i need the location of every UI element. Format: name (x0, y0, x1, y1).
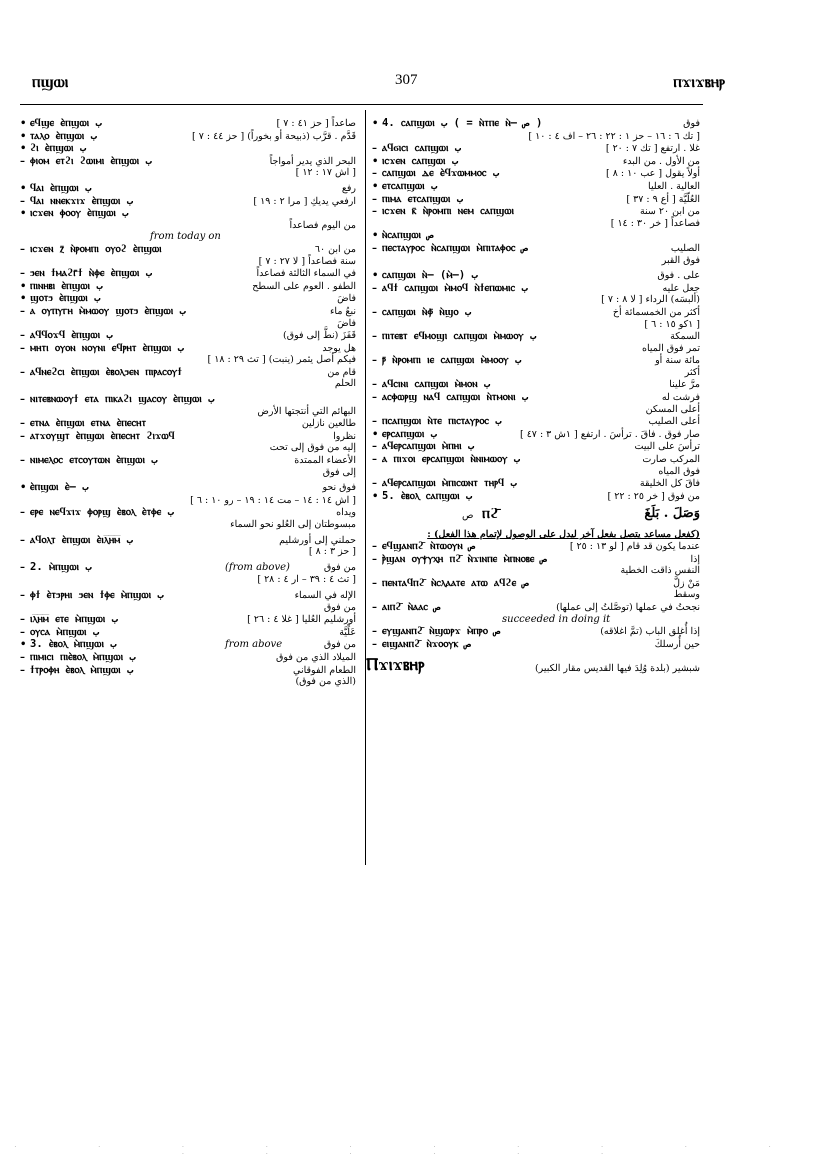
gloss-continuation: [ اش ١٧ : ١٢ ] (295, 167, 356, 179)
coptic-text: ⲟⲩⲥⲁ ⲙ̀ⲡϣⲱⲓ ب (30, 626, 100, 638)
entry-bullet: – (20, 243, 25, 255)
entry (372, 168, 704, 180)
pe-pos: ص (462, 510, 474, 522)
english-gloss: from above (225, 639, 283, 651)
entry (372, 331, 704, 354)
coptic-text: ⲛⲓⲙⲉⲗⲟⲥ ⲉⲧⲥⲟⲩⲧⲱⲛ ⲉ̀ⲡϣⲱⲓ ب (30, 455, 158, 467)
entry (20, 343, 360, 366)
arabic-gloss: في السماء الثالثة فصاعداً (256, 268, 356, 280)
coptic-text: ⲁϥϥⲟϫϥ ⲉ̀ⲡϣⲱⲓ ب (30, 330, 113, 342)
running-head-left: ⲡϣⲱⲓ (32, 72, 69, 91)
gloss-continuation: [ تك ٦ : ١٦ – حز ١ : ٢٢ : ٢٦ – اف ٤ : ١٠ ] (528, 130, 700, 142)
arabic-gloss: الإله في السماء (294, 589, 356, 601)
arabic-gloss: ارفعي يديكِ [ مرا ٢ : ١٩ ] (253, 195, 356, 207)
entry (372, 194, 704, 206)
entry (372, 243, 704, 266)
gloss-continuation: فصاعداً [ خر ٣٠ : ١٤ ] (610, 217, 700, 229)
entry-bullet: – (372, 441, 377, 453)
coptic-text: ⲁⲥⲫⲱⲣϣ ⲛⲁϥ ⲥⲁⲡϣⲱⲓ ⲛ̀ⲧⲙⲟⲛⲓ ب (382, 392, 529, 404)
arabic-gloss: الأعضاء الممتدة (294, 455, 356, 467)
arabic-gloss: عندما يكون قد قام [ لو ١٣ : ٢٥ ] (569, 541, 700, 552)
gloss-continuation: فاضَ (337, 317, 356, 329)
gloss-continuation: تمر فوق المياه (641, 342, 700, 354)
entry (372, 270, 704, 282)
arabic-gloss: إذا أُغلق الباب (تمَّ اغلاقه) (600, 626, 700, 638)
pe-headword (372, 508, 704, 528)
coptic-text: ⲁ ⲡⲓϫⲟⲓ ⲉⲣⲥⲁⲡϣⲱⲓ ⲛ̀ⲛⲓⲙⲱⲟⲩ ب (382, 454, 521, 466)
english-gloss: succeeded in doing it (502, 613, 611, 625)
coptic-text: ϥⲁⲓ ⲉ̀ⲡϣⲱⲓ ب (30, 182, 92, 194)
gloss-continuation: [ اش ١٤ : ١٤ – مت ١٤ : ١٩ – رو ١٠ : ٦ ] (190, 494, 356, 506)
coptic-text: ⲁⲓⲡϩ̄ ⲛ̀ⲁⲁⲥ ص (382, 601, 441, 613)
arabic-gloss: الميلاد الذي من فوق (276, 651, 356, 663)
entry (372, 392, 704, 415)
entry (372, 307, 704, 330)
pe-arabic: وَصَلَ . بَلَغَ (644, 506, 700, 522)
coptic-text: ⲉϥϣⲁⲛⲡϩ̄ ⲛ̀ⲧⲱⲟⲩⲛ ص (382, 541, 476, 552)
coptic-text: ⲉⲧⲛⲁ ⲉ̀ⲡϣⲱⲓ ⲉⲧⲛⲁ ⲉ̀ⲡⲉⲥⲏⲧ (30, 418, 147, 430)
right-column (366, 118, 704, 681)
coptic-text: 4. ⲥⲁⲡϣⲱⲓ ب ( = ⲛ̀ⲧⲡⲉ ⲛ̀– ص ) (382, 118, 543, 129)
arabic-gloss: من الأول . من البدء (622, 155, 700, 167)
arabic-gloss: ويداه (336, 507, 356, 519)
coptic-text: ⲡⲉⲛⲧⲁϥⲡϩ̄ ⲛ̀ⲥⲗⲁⲁⲧⲉ ⲁⲧⲱ ⲁϥϩⲉ ص (382, 577, 529, 589)
entry-bullet: – (20, 614, 25, 626)
coptic-text: ⲛ̀ⲥⲁⲡϣⲱⲓ ص (382, 230, 434, 242)
gloss-continuation: من اليوم فصاعداً (289, 219, 356, 231)
coptic-text: ⲉ̀ⲡϣⲱⲓ ⲉ̀– ب (30, 482, 89, 494)
entry-bullet: – (20, 268, 25, 280)
entry (20, 293, 360, 305)
entry-bullet: – (372, 355, 377, 367)
gloss-continuation: فوق القبر (661, 254, 700, 266)
entry-bullet: • (20, 143, 27, 155)
arabic-gloss: المركب صارت (642, 454, 700, 466)
entry (372, 541, 704, 553)
gloss-continuation: إليه من فوق إلى تحت (269, 442, 356, 454)
coptic-text: ⲉⲣⲥⲁⲡϣⲱⲓ ب (382, 428, 437, 440)
entry (20, 652, 360, 664)
arabic-gloss: من فوق (323, 561, 356, 573)
coptic-text: ⲁϥⲉⲣⲥⲁⲡϣⲱⲓ ⲙ̀ⲡⲏⲓ ب (382, 441, 475, 453)
entry (20, 590, 360, 613)
entry (372, 131, 704, 143)
entry-bullet: – (372, 242, 377, 254)
coptic-text: ϣⲟⲧϧ ⲉ̀ⲡϣⲱⲓ ب (30, 293, 101, 305)
entry-bullet: – (20, 366, 25, 378)
entry (20, 118, 360, 130)
entry-bullet: – (372, 306, 377, 318)
entry-bullet: – (20, 430, 25, 442)
coptic-text: ⲥⲁⲡϣⲱⲓ ⲛ̀ⲫ̄ ⲛ̀ϣⲟ ب (382, 306, 472, 318)
entry (20, 507, 360, 530)
arabic-gloss: قام من (327, 366, 356, 378)
coptic-text: ⲡⲥⲁⲡϣⲱⲓ ⲛ̀ⲧⲉ ⲡⲓⲥⲧⲁⲩⲣⲟⲥ ب (382, 416, 502, 428)
arabic-gloss: البحر الذي يدير أمواجاً (269, 155, 356, 167)
next-headword-coptic: Ⲡϫⲓϫⲃⲏⲣ (366, 655, 425, 676)
coptic-text: ⲓⲥϫⲉⲛ ⲕ̄ ⲛ̀ⲣⲟⲙⲡⲓ ⲛⲉⲙ ⲥⲁⲡϣⲱⲓ (382, 206, 514, 218)
arabic-gloss: من ابن ٦٠ (314, 243, 356, 255)
coptic-text: ⲙⲏⲧⲓ ⲟⲩⲟⲛ ⲛⲟⲩⲛⲓ ⲉϥⲣⲏⲧ ⲉ̀ⲡϣⲱⲓ ب (30, 342, 184, 354)
coptic-text: ⲫⲓⲟⲙ ⲉⲧϩⲓ ϩⲱⲓⲙⲓ ⲉ̀ⲡϣⲱⲓ ب (30, 155, 152, 167)
entry-bullet: – (372, 143, 377, 155)
next-headword (366, 655, 704, 680)
entry-bullet: • (372, 155, 379, 167)
entry-bullet: – (372, 626, 377, 638)
entry (372, 379, 704, 391)
entry-bullet: – (372, 168, 377, 180)
pe-entries (372, 541, 704, 650)
arabic-gloss: أعلى الصليب (648, 416, 700, 428)
right-entries (372, 118, 704, 502)
entry (20, 183, 360, 195)
entry (372, 156, 704, 168)
entry (372, 602, 704, 625)
arabic-gloss: طالعين نازلين (301, 418, 356, 430)
coptic-text: ⲧⲁⲗⲟ ⲉ̀ⲡϣⲱⲓ ب (30, 130, 97, 142)
entry (372, 491, 704, 503)
arabic-gloss: مَنْ زلَّ (673, 577, 700, 589)
entry (20, 535, 360, 558)
coptic-text: ⲉϥϣⲉ ⲉ̀ⲡϣⲱⲓ ب (30, 118, 102, 129)
entry-bullet: – (20, 394, 25, 406)
page-number: 307 (395, 72, 418, 88)
entry-bullet: • (20, 293, 27, 305)
coptic-text: ⲥⲁⲡϣⲱⲓ ⲛ̀– (ⲙ̀–) ب (382, 270, 478, 282)
coptic-text: ⲡⲓⲙⲓⲥⲓ ⲡⲓⲉ̀ⲃⲟⲗ ⲙ̀ⲡϣⲱⲓ ب (30, 651, 136, 663)
arabic-gloss: نجحتُ في عملها (توصَّلتُ إلى عملها) (556, 601, 700, 613)
entry (20, 418, 360, 430)
entry (20, 196, 360, 208)
coptic-text: ⲁϥϭⲓⲥⲓ ⲥⲁⲡϣⲱⲓ ب (382, 143, 462, 155)
pe-note: (كفعل مساعد يتصل بفعل آخر ليدل على الوصول لإتمام هذا الفعل) : (427, 529, 700, 541)
entry-bullet: • (372, 490, 379, 502)
arabic-gloss: مرَّ علينا (669, 379, 700, 391)
next-headword-arabic: شبشير (بلدة وُلِدَ فيها القديس مقار الكبير) (534, 663, 700, 675)
arabic-gloss: هل يوجد (322, 342, 356, 354)
entry (372, 283, 704, 306)
entry (20, 665, 360, 688)
coptic-text: 2. ⲙ̀ⲡϣⲱⲓ ب (30, 561, 92, 573)
gloss-continuation: مبسوطتان إلى العُلو نحو السماء (230, 519, 356, 530)
entry-bullet: – (20, 342, 25, 354)
arabic-gloss: نظروا (333, 430, 356, 442)
entry (20, 143, 360, 155)
coptic-text: ⲁϥⲥⲓⲛⲓ ⲥⲁⲡϣⲱⲓ ⲙ̀ⲙⲟⲛ ب (382, 379, 491, 391)
arabic-gloss: حملني إلى أورشليم (279, 534, 356, 546)
arabic-gloss: الطفو . العوم على السطح (252, 280, 356, 292)
entry-bullet: – (20, 195, 25, 207)
gloss-continuation: (ألبسَه) الرداء [ لا ٨ : ٧ ] (601, 294, 700, 306)
coptic-text: ⲡⲉⲥⲧⲁⲩⲣⲟⲥ ⲛ̀ⲥⲁⲡϣⲱⲓ ⲙ̀ⲡⲓⲧⲁⲫⲟⲥ ص (382, 242, 529, 254)
entry (372, 639, 704, 651)
entry (372, 416, 704, 428)
entry (20, 562, 360, 574)
arabic-gloss: فاقَ كل الخليقة (639, 478, 700, 490)
arabic-gloss: قَفَزَ (نطَّ إلى فوق) (283, 330, 356, 342)
entry (20, 639, 360, 651)
entry (372, 206, 704, 229)
coptic-text: ⲉⲧⲥⲁⲡϣⲱⲓ ب (382, 180, 438, 192)
entry-bullet: – (372, 416, 377, 428)
gloss-continuation: إلى فوق (322, 466, 356, 478)
pe-coptic: ⲡϩ̄ (482, 508, 499, 520)
entry (372, 626, 704, 638)
coptic-text: ⲡⲓⲧⲉⲃⲧ ⲉϥⲙⲟϣⲓ ⲥⲁⲡϣⲱⲓ ⲙ̀ⲙⲱⲟⲩ ب (382, 331, 537, 343)
entry (372, 118, 704, 130)
entry (20, 330, 360, 342)
arabic-gloss: العُلّيَّة [ أع ٩ : ٣٧ ] (626, 193, 700, 205)
arabic-gloss: غلا . ارتفع [ تك ٧ : ٢٠ ] (605, 143, 700, 155)
coptic-text: ⲡⲓⲛⲏⲃⲓ ⲉ̀ⲡϣⲱⲓ ب (30, 280, 103, 292)
entry-bullet: – (20, 664, 25, 676)
entry-bullet: – (372, 379, 377, 391)
entry (20, 455, 360, 478)
entry (372, 554, 704, 577)
entry-bullet: – (372, 541, 377, 552)
entry-bullet: – (20, 155, 25, 167)
entry (372, 355, 704, 378)
entry-bullet: – (20, 561, 25, 573)
arabic-gloss: حين أُرسلكَ (654, 638, 700, 650)
coptic-text: ⲁ ⲟⲩⲡⲩⲅⲏ ⲙ̀ⲙⲱⲟⲩ ϣⲟⲧϧ ⲉ̀ⲡϣⲱⲓ ب (30, 305, 186, 317)
arabic-gloss: مائة سنة أو (655, 355, 700, 367)
entry-bullet: – (372, 638, 377, 650)
gloss-continuation: [ حز ٣ : ٨ ] (308, 546, 356, 558)
gloss-continuation: من فوق (323, 601, 356, 613)
coptic-text: ϩⲓ ⲉ̀ⲡϣⲱⲓ ب (30, 143, 87, 155)
arabic-gloss: إذا (690, 553, 700, 565)
arabic-gloss: نبعُ ماء (329, 305, 356, 317)
coptic-text: ⲉⲓϣⲁⲛⲡϩ̄ ⲛ̀ϫⲟⲟⲩⲕ ص (382, 638, 472, 650)
entry (20, 627, 360, 639)
entry-bullet: • (372, 428, 379, 440)
arabic-gloss: رفع (341, 182, 356, 194)
entry (372, 441, 704, 453)
entry-bullet: – (372, 577, 377, 589)
entry-bullet: – (20, 534, 25, 546)
entry-bullet: – (372, 478, 377, 490)
entry-bullet: • (20, 280, 27, 292)
entry-bullet: – (372, 454, 377, 466)
arabic-gloss: على . فوق (657, 270, 700, 282)
coptic-text: 3. ⲉ̀ⲃⲟⲗ ⲙ̀ⲡϣⲱⲓ ب (30, 639, 117, 651)
arabic-gloss: فرشت له (661, 392, 700, 404)
entry (372, 454, 704, 477)
entry-bullet: – (372, 392, 377, 404)
coptic-text: ⲓⲗ̅ⲏ̅ⲙ̅ ⲉⲧⲉ ⲙ̀ⲡϣⲱⲓ ب (30, 614, 118, 626)
coptic-text: ϯⲧⲣⲟⲫⲏ ⲉ̀ⲃⲟⲗ ⲙ̀ⲡϣⲱⲓ ب (30, 664, 134, 676)
entry (20, 268, 360, 280)
arabic-gloss: قَدَّم . قرَّب (ذبيحة أو بخوراً) [ حز ٤٤ : ٧ ] (192, 130, 356, 142)
coptic-text: 5. ⲉ̀ⲃⲟⲗ ⲥⲁⲡϣⲱⲓ ب (382, 490, 473, 502)
running-head-right: ⲡϫⲓϫⲃⲏⲣ (673, 72, 725, 91)
gloss-continuation: أعلى المسكن (645, 403, 700, 415)
entry-bullet: – (20, 418, 25, 430)
arabic-gloss: ترأسَ على البيت (634, 441, 700, 453)
entry-bullet: – (20, 589, 25, 601)
entry (20, 156, 360, 179)
coptic-text: ⲫϯ ⲉ̀ⲧϧⲣⲏⲓ ϧⲉⲛ ϯⲫⲉ ⲙ̀ⲡϣⲱⲓ ب (30, 589, 164, 601)
entry-bullet: – (372, 193, 377, 205)
english-gloss: (from above) (225, 561, 290, 573)
header-rule (20, 104, 703, 105)
arabic-gloss: عَلِّيَّة (339, 626, 356, 638)
arabic-gloss: أكثر من الخمسمائة أخ (612, 306, 700, 318)
left-column (20, 118, 360, 689)
entry-bullet: • (20, 182, 27, 194)
entry (372, 429, 704, 441)
entry (20, 367, 360, 390)
arabic-gloss: فوق نحو (322, 482, 356, 494)
entry (20, 482, 360, 494)
arabic-gloss: من ابن ٢٠ سنة (639, 206, 700, 218)
entry-bullet: – (20, 305, 25, 317)
entry (20, 131, 360, 143)
gloss-continuation: البهائم التي أنتجتها الأرض (257, 405, 356, 417)
entry (372, 230, 704, 242)
arabic-gloss: فوق (683, 118, 700, 129)
entry-bullet: • (372, 230, 379, 242)
entry-bullet: – (372, 553, 377, 565)
entry-bullet: – (372, 331, 377, 343)
gloss-continuation: وسقط (673, 589, 700, 601)
entry-bullet: – (20, 455, 25, 467)
gloss-continuation: أكثر (684, 366, 700, 378)
coptic-text: ⲥⲁⲡϣⲱⲓ ⲇⲉ ⲉ̀ϥϫⲱⲙⲙⲟⲥ ب (382, 168, 500, 180)
entry-bullet: • (372, 118, 379, 129)
entry (20, 306, 360, 329)
coptic-text: ⲁϥⲛⲉϩⲥⲓ ⲉ̀ⲡϣⲱⲓ ⲉ̀ⲃⲟⲗϧⲉⲛ ⲡⲓⲣⲁⲥⲟⲩϯ (30, 366, 182, 378)
entry-bullet: – (20, 651, 25, 663)
gloss-continuation: النفس ذاقت الخطية (620, 565, 700, 577)
entry-bullet: – (372, 282, 377, 294)
coptic-text: ⲛⲓⲧⲉⲃⲛⲱⲟⲩϯ ⲉⲧⲁ ⲡⲓⲕⲁϩⲓ ϣⲁⲥⲟⲩ ⲉ̀ⲡϣⲱⲓ ب (30, 394, 215, 406)
gloss-continuation: الحلم (334, 378, 356, 390)
entry-bullet: • (20, 639, 27, 651)
entry (20, 208, 360, 243)
coptic-text: ⲓⲥϫⲉⲛ ⲥⲁⲡϣⲱⲓ ب (382, 155, 459, 167)
entry (372, 181, 704, 193)
entry (20, 394, 360, 417)
arabic-gloss: فاضَ (337, 293, 356, 305)
entry-bullet: • (372, 270, 379, 282)
coptic-text: ⲁϥϯ ⲥⲁⲡϣⲱⲓ ⲙ̀ⲙⲟϥ ⲛ̀ϯⲉⲡⲱⲙⲓⲥ ب (382, 282, 528, 294)
arabic-gloss: العالية . العليا (648, 180, 700, 192)
coptic-text: ϧⲉⲛ ϯⲙⲁϩⲅ̄ϯ ⲛ̀ⲫⲉ ⲉ̀ⲡϣⲱⲓ ب (30, 268, 153, 280)
entry (372, 478, 704, 490)
coptic-text: ⲣ̀ϣⲁⲛ ⲟⲩⲯⲩⲭⲏ ⲡϩ̄ ⲛ̀ϫⲓⲛⲡⲉ ⲙ̀ⲡⲛⲟⲃⲉ ص (382, 553, 548, 565)
gloss-continuation: فيكم أصل يثمر (ينبت) [ تث ٢٩ : ١٨ ] (207, 354, 356, 366)
arabic-gloss: الطعام الفوقاني (293, 664, 356, 676)
entry (20, 244, 360, 267)
entry-bullet: – (372, 206, 377, 218)
coptic-text: ⲁϥⲉⲣⲥⲁⲡϣⲱⲓ ⲙ̀ⲡⲓⲥⲱⲛⲧ ⲧⲏⲣϥ ب (382, 478, 517, 490)
coptic-text: ⲉⲩϣⲁⲛⲡϩ̄ ⲛ̀ϣⲱⲣϫ ⲙ̀ⲡⲣⲟ ص (382, 626, 501, 638)
entry-bullet: • (20, 130, 27, 142)
gloss-continuation: [ ١كو ١٥ : ٦ ] (644, 318, 700, 330)
entry-bullet: – (20, 626, 25, 638)
column-separator (365, 110, 366, 865)
arabic-gloss: صاعداً [ حز ٤١ : ٧ ] (276, 118, 356, 129)
arabic-gloss: أورشليم العُليا [ غلا ٤ : ٢٦ ] (247, 614, 356, 626)
entry-bullet: – (20, 507, 25, 519)
arabic-gloss: صار فوق . فاقَ . ترأسَ . ارتفع [ ١ش ٣ : ٤٧ ] (519, 428, 700, 440)
gloss-continuation: [ تث ٤ : ٣٩ – ار ٤ : ٢٨ ] (257, 574, 356, 586)
entry (20, 574, 360, 586)
coptic-text: ⲡⲓⲙⲁ ⲉⲧⲥⲁⲡϣⲱⲓ ب (382, 193, 464, 205)
coptic-text: ⲓⲥϫⲉⲛ ⲫⲟⲟⲩ ⲉ̀ⲡϣⲱⲓ ب (30, 208, 129, 220)
arabic-gloss: السمكة (670, 331, 700, 343)
coptic-text: ⲁⲧϫⲟⲩϣⲧ ⲉ̀ⲡϣⲱⲓ ⲉ̀ⲡⲉⲥⲏⲧ ϩⲓϫⲱϥ (30, 430, 175, 442)
gloss-continuation: (الذي من فوق) (295, 676, 356, 688)
gloss-continuation: سنة فصاعداً [ لا ٢٧ : ٧ ] (258, 255, 356, 267)
gloss-continuation: فوق المياه (658, 465, 700, 477)
english-gloss: from today on (150, 231, 221, 243)
coptic-text: ϥⲁⲓ ⲛⲛⲉⲕϫⲓϫ ⲉ̀ⲡϣⲱⲓ ب (30, 195, 134, 207)
entry-bullet: • (20, 118, 27, 129)
coptic-text: ⲣ̄ ⲛ̀ⲣⲟⲙⲡⲓ ⲓⲉ ⲥⲁⲡϣⲱⲓ ⲙ̀ⲙⲟⲟⲩ ب (382, 355, 522, 367)
entry-bullet: • (20, 208, 27, 220)
footer-ticks: · · · · · · · · · · · · · · · · (14, 1144, 811, 1158)
entry-bullet: – (20, 330, 25, 342)
entry (20, 281, 360, 293)
entry-bullet: – (372, 601, 377, 613)
coptic-text: ⲁϥⲟⲗⲧ ⲉ̀ⲡϣⲱⲓ ⲉ̀ⲓⲗ̅ⲏ̅ⲙ̅ ب (30, 534, 133, 546)
entry (20, 431, 360, 454)
entry (372, 143, 704, 155)
entry (20, 614, 360, 626)
entry-bullet: • (20, 482, 27, 494)
arabic-gloss: أولاً يقول [ عب ١٠ : ٨ ] (606, 168, 700, 180)
arabic-gloss: من فوق [ خر ٢٥ : ٢٢ ] (607, 490, 700, 502)
coptic-text: ⲓⲥϫⲉⲛ ⲍ̄ ⲛ̀ⲣⲟⲙⲡⲓ ⲟⲩⲟϩ ⲉ̀ⲡϣⲱⲓ (30, 243, 162, 255)
entry (372, 578, 704, 601)
arabic-gloss: الصليب (670, 242, 700, 254)
entry-bullet: • (372, 180, 379, 192)
coptic-text: ⲉⲣⲉ ⲛⲉϥϫⲓϫ ⲫⲟⲣϣ ⲉ̀ⲃⲟⲗ ⲉ̀ⲧⲫⲉ ب (30, 507, 174, 519)
arabic-gloss: جعل عليه (662, 282, 700, 294)
entry (20, 495, 360, 507)
arabic-gloss: من فوق (323, 639, 356, 651)
